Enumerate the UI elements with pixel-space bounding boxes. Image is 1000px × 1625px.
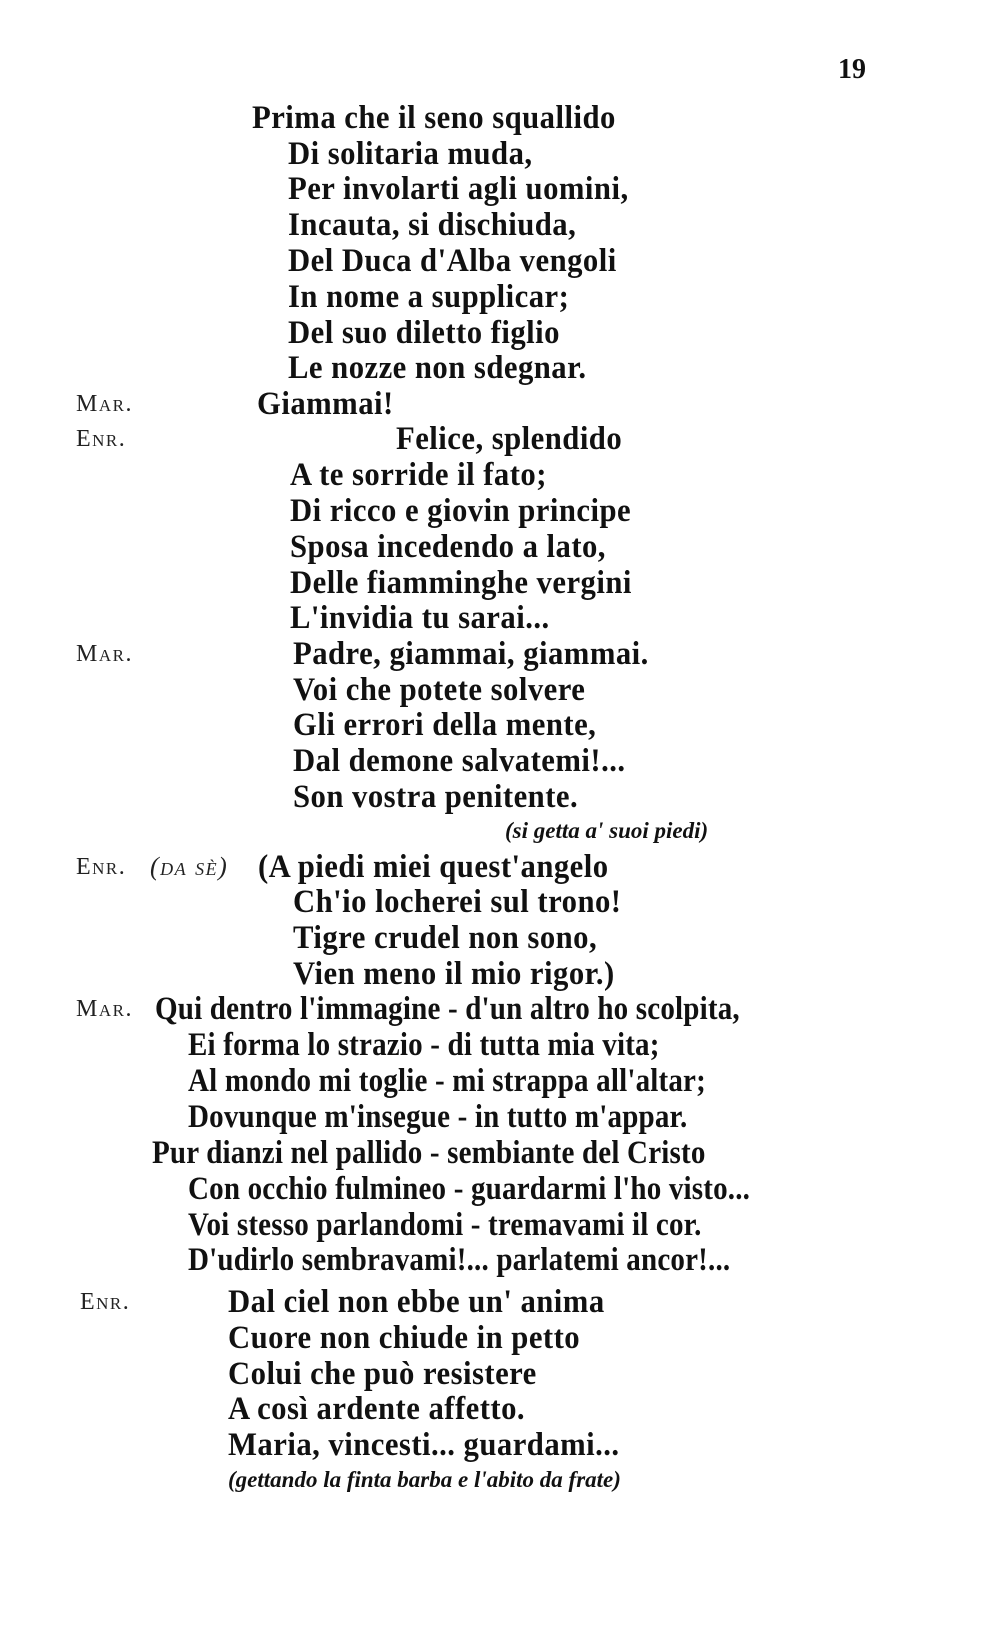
page-number: 19 [838, 54, 866, 85]
verse-line: Padre, giammai, giammai. [293, 636, 649, 672]
speaker-label: Mar. [76, 996, 133, 1022]
verse-line: Delle fiamminghe vergini [290, 565, 632, 601]
verse-line: Per involarti agli uomini, [288, 171, 629, 207]
verse-line: Dal ciel non ebbe un' anima [228, 1284, 605, 1320]
verse-line: Voi stesso parlandomi - tremavami il cor. [188, 1207, 702, 1243]
verse-line: Voi che potete solvere [293, 672, 586, 708]
verse-line: Le nozze non sdegnar. [288, 350, 587, 386]
verse-line: Di ricco e giovin principe [290, 493, 632, 529]
verse-line: A te sorride il fato; [290, 457, 547, 493]
verse-line: Dovunque m'insegue - in tutto m'appar. [188, 1099, 688, 1135]
verse-line: Felice, splendido [396, 421, 623, 457]
verse-line: Incauta, si dischiuda, [288, 207, 577, 243]
verse-line: Pur dianzi nel pallido - sembiante del Cristo [152, 1135, 706, 1171]
verse-line: Vien meno il mio rigor.) [293, 956, 615, 992]
verse-line: Son vostra penitente. [293, 779, 579, 815]
verse-line: Prima che il seno squallido [252, 100, 616, 136]
speaker-label: Mar. [76, 641, 133, 667]
verse-line: L'invidia tu sarai... [290, 600, 550, 636]
verse-line: Qui dentro l'immagine - d'un altro ho scolpita, [155, 991, 740, 1027]
verse-line: Con occhio fulmineo - guardarmi l'ho visto... [188, 1171, 751, 1207]
verse-line: Gli errori della mente, [293, 707, 597, 743]
speaker-label: Enr. [76, 426, 127, 452]
verse-line: Ch'io locherei sul trono! [293, 884, 622, 920]
verse-line: (A piedi miei quest'angelo [258, 849, 609, 885]
stage-direction: (gettando la finta barba e l'abito da frate) [228, 1467, 621, 1492]
verse-line: Cuore non chiude in petto [228, 1320, 581, 1356]
verse-line: Dal demone salvatemi!... [293, 743, 626, 779]
verse-line: In nome a supplicar; [288, 279, 570, 315]
speaker-label: Enr. [80, 1289, 131, 1315]
verse-line: D'udirlo sembravami!... parlatemi ancor!... [188, 1242, 731, 1278]
verse-line: Del Duca d'Alba vengoli [288, 243, 617, 279]
verse-line: Colui che può resistere [228, 1356, 537, 1392]
verse-line: Del suo diletto figlio [288, 315, 560, 351]
verse-line: Giammai! [257, 386, 394, 422]
verse-line: A così ardente affetto. [228, 1391, 526, 1427]
verse-line: Di solitaria muda, [288, 136, 533, 172]
verse-line: Sposa incedendo a lato, [290, 529, 606, 565]
verse-line: Ei forma lo strazio - di tutta mia vita; [188, 1027, 660, 1063]
verse-line: Tigre crudel non sono, [293, 920, 598, 956]
verse-line: Al mondo mi toglie - mi strappa all'altar; [188, 1063, 706, 1099]
stage-direction: (si getta a' suoi piedi) [505, 818, 709, 843]
aside-direction: (da sè) [150, 852, 229, 881]
verse-line: Maria, vincesti... guardami... [228, 1427, 620, 1463]
speaker-label: Enr. [76, 854, 127, 880]
speaker-label: Mar. [76, 391, 133, 417]
